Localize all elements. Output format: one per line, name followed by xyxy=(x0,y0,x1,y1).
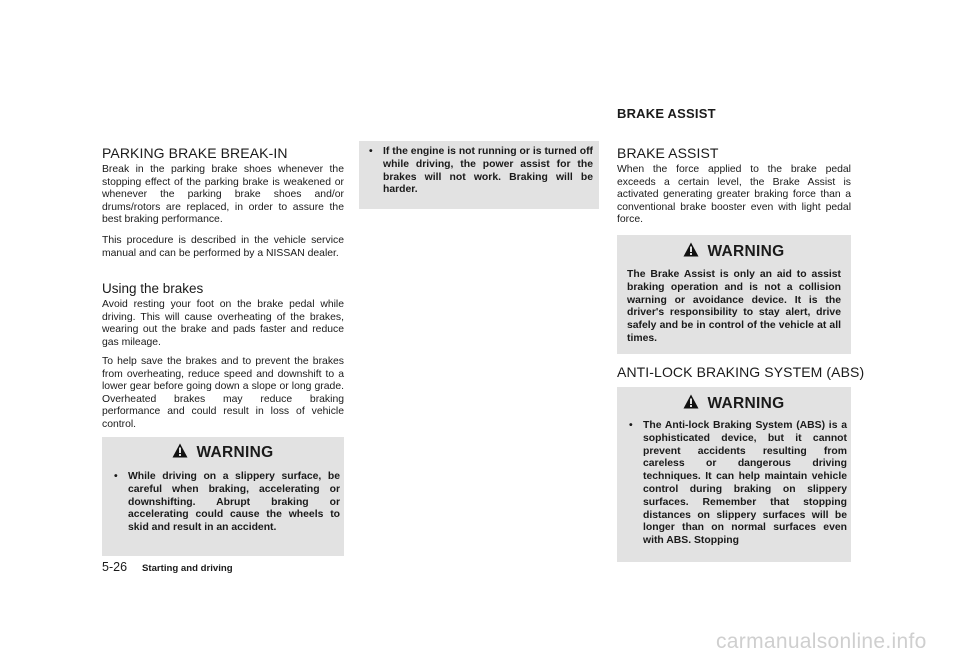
warning-text: The Brake Assist is only an aid to assist braking operation and is not a collision warning or avoidance device. It is the driver's responsibility to stay alert, drive safely and be in control of the vehicle at all times. xyxy=(627,269,841,344)
warning-bullet-text: If the engine is not running or is turned off while driving, the power assist for the brakes will not work. Braking will be harder. xyxy=(383,146,593,196)
warning-bullet-text: The Anti-lock Braking System (ABS) is a sophisticated device, but it cannot prevent accidents resulting from careless or dangerous driving techniques. It can help maintain vehicle control during braking on slippery surfaces. Remember that stopping distances on slippery surfaces will be longer than on normal surfaces even with ABS. Stopping xyxy=(643,420,847,547)
heading-brake-assist: BRAKE ASSIST xyxy=(617,145,719,161)
heading-parking-brake-break-in: PARKING BRAKE BREAK-IN xyxy=(102,145,288,161)
warning-box-abs xyxy=(617,387,851,562)
paragraph-procedure: This procedure is described in the vehicle service manual and can be performed by a NISSAN dealer. xyxy=(102,235,344,259)
section-header: BRAKE ASSIST xyxy=(617,106,716,121)
warning-bullet-item xyxy=(629,420,847,548)
warning-bullet-text: While driving on a slippery surface, be careful when braking, accelerating or downshifting. Abrupt braking or accelerating could cause the wheels to skid and result in an accident. xyxy=(128,471,340,534)
watermark-text: carmanualsonline.info xyxy=(716,630,927,653)
page-number: 5-26 xyxy=(102,560,128,574)
warning-triangle-icon xyxy=(683,394,699,409)
paragraph-help-save: To help save the brakes and to prevent the brakes from overheating, reduce speed and downshift to a lower gear before going down a slope or long grade. Overheated brakes may reduce braking performance and could result in loss of vehicle control. xyxy=(102,356,344,430)
warning-title: WARNING xyxy=(617,242,851,261)
paragraph-avoid-resting: Avoid resting your foot on the brake pedal while driving. This will cause overheating of the brakes, wearing out the brake and pads faster and reduce gas mileage. xyxy=(102,299,344,348)
warning-box-slippery xyxy=(102,437,344,556)
warning-title: WARNING xyxy=(617,394,851,413)
bullet-dot: • xyxy=(369,146,373,157)
warning-box-brake-assist xyxy=(617,235,851,354)
paragraph-brake-assist: When the force applied to the brake pedal exceeds a certain level, the Brake Assist is activated generating greater braking force than a conventional brake booster even with light pedal force. xyxy=(617,164,851,226)
warning-title: WARNING xyxy=(102,443,344,462)
warning-triangle-icon xyxy=(172,443,188,458)
paragraph-break-in: Break in the parking brake shoes whenever the stopping effect of the parking brake is weakened or whenever the parking brake shoes and/or drums/rotors are replaced, in order to assure the best braking performance. xyxy=(102,164,344,226)
heading-using-the-brakes: Using the brakes xyxy=(102,281,204,296)
bullet-dot: • xyxy=(629,420,633,431)
bullet-dot: • xyxy=(114,471,118,482)
heading-abs: ANTI-LOCK BRAKING SYSTEM (ABS) xyxy=(617,364,865,380)
warning-bullet-item xyxy=(369,146,593,197)
warning-box-engine xyxy=(359,141,599,209)
warning-triangle-icon xyxy=(683,242,699,257)
warning-bullet-item xyxy=(114,471,340,535)
chapter-title: Starting and driving xyxy=(142,563,233,574)
